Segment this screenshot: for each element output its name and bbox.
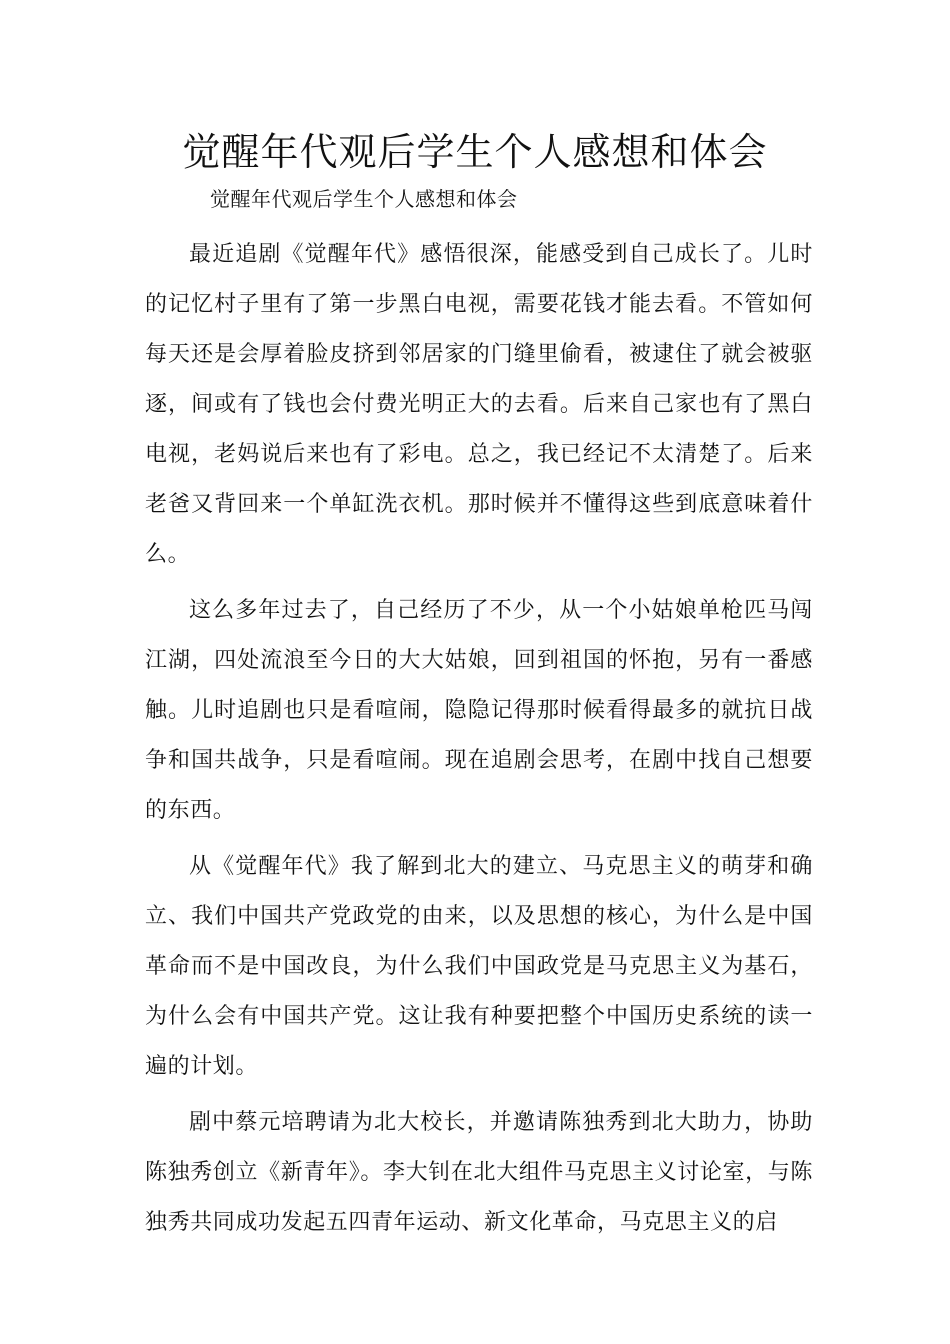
paragraph-1: 最近追剧《觉醒年代》感悟很深，能感受到自己成长了。儿时的记忆村子里有了第一步黑白电视，需要花钱才能去看。不管如何每天还是会厚着脸皮挤到邻居家的门缝里偷看，被逮住了就会被驱逐，间或有了钱也会付费光明正大的去看。后来自己家也有了黑白电视，老妈说后来也有了彩电。总之，我已经记不太清楚了。后来老爸又背回来一个单缸洗衣机。那时候并不懂得这些到底意味着什么。	[145, 242, 813, 567]
paragraph-3: 从《觉醒年代》我了解到北大的建立、马克思主义的萌芽和确立、我们中国共产党政党的由来，以及思想的核心，为什么是中国革命而不是中国改良，为什么我们中国政党是马克思主义为基石，为什么会有中国共产党。这让我有种要把整个中国历史系统的读一遍的计划。	[145, 854, 813, 1079]
document-body	[145, 230, 813, 1254]
document-title: 觉醒年代观后学生个人感想和体会	[182, 130, 768, 174]
paragraph-2: 这么多年过去了，自己经历了不少，从一个小姑娘单枪匹马闯江湖，四处流浪至今日的大大姑娘，回到祖国的怀抱，另有一番感触。儿时追剧也只是看喧闹，隐隐记得那时候看得最多的就抗日战争和国共战争，只是看喧闹。现在追剧会思考，在剧中找自己想要的东西。	[145, 598, 813, 823]
paragraph-4: 剧中蔡元培聘请为北大校长，并邀请陈独秀到北大助力，协助陈独秀创立《新青年》。李大钊在北大组件马克思主义讨论室，与陈独秀共同成功发起五四青年运动、新文化革命，马克思主义的启	[145, 1110, 813, 1235]
document-subtitle: 觉醒年代观后学生个人感想和体会	[210, 187, 518, 211]
